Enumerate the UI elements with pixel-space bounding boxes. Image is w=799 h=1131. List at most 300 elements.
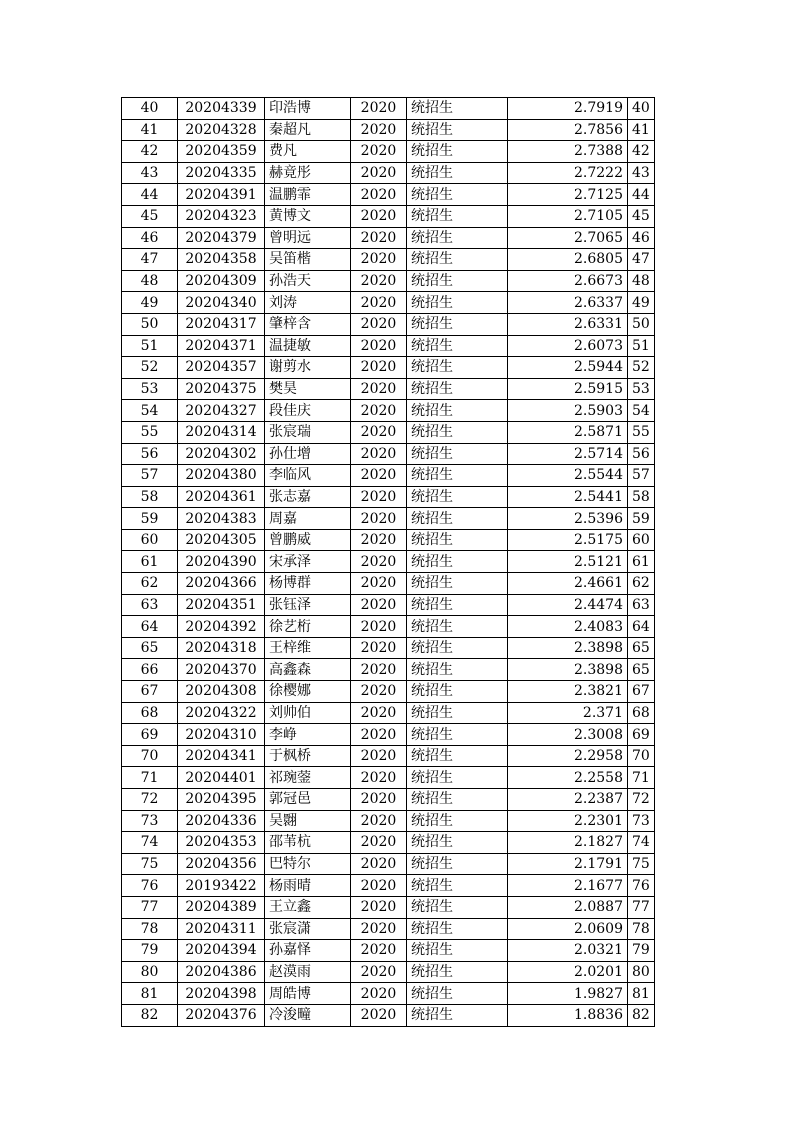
- table-row: [122, 335, 655, 357]
- score-cell: 2.7919: [508, 98, 628, 120]
- score-cell: 2.5396: [508, 508, 628, 530]
- rank-cell: 53: [628, 378, 655, 400]
- admission-type-cell: 统招生: [407, 767, 508, 789]
- student-id-cell: 20204361: [178, 486, 265, 508]
- rank-cell: 55: [628, 421, 655, 443]
- student-name-cell: 郭冠邑: [265, 789, 351, 811]
- rank-cell: 62: [628, 573, 655, 595]
- admission-type-cell: 统招生: [407, 98, 508, 120]
- table-row: [122, 853, 655, 875]
- enrollment-year-cell: 2020: [351, 983, 407, 1005]
- enrollment-year-cell: 2020: [351, 141, 407, 163]
- score-cell: 2.6073: [508, 335, 628, 357]
- admission-type-cell: 统招生: [407, 637, 508, 659]
- admission-type-cell: 统招生: [407, 270, 508, 292]
- table-row: [122, 508, 655, 530]
- row-index-cell: 76: [122, 875, 178, 897]
- enrollment-year-cell: 2020: [351, 465, 407, 487]
- enrollment-year-cell: 2020: [351, 443, 407, 465]
- student-name-cell: 王梓维: [265, 637, 351, 659]
- row-index-cell: 45: [122, 205, 178, 227]
- rank-cell: 54: [628, 400, 655, 422]
- score-cell: 2.4474: [508, 594, 628, 616]
- row-index-cell: 50: [122, 313, 178, 335]
- student-name-cell: 温捷敏: [265, 335, 351, 357]
- enrollment-year-cell: 2020: [351, 357, 407, 379]
- score-cell: 2.2558: [508, 767, 628, 789]
- student-id-cell: 20204302: [178, 443, 265, 465]
- admission-type-cell: 统招生: [407, 357, 508, 379]
- row-index-cell: 47: [122, 249, 178, 271]
- score-cell: 2.6337: [508, 292, 628, 314]
- admission-type-cell: 统招生: [407, 141, 508, 163]
- enrollment-year-cell: 2020: [351, 702, 407, 724]
- rank-cell: 63: [628, 594, 655, 616]
- student-name-cell: 赵漠雨: [265, 961, 351, 983]
- row-index-cell: 41: [122, 119, 178, 141]
- score-cell: 2.2958: [508, 745, 628, 767]
- score-cell: 1.9827: [508, 983, 628, 1005]
- score-cell: 2.6805: [508, 249, 628, 271]
- row-index-cell: 77: [122, 896, 178, 918]
- admission-type-cell: 统招生: [407, 853, 508, 875]
- enrollment-year-cell: 2020: [351, 832, 407, 854]
- row-index-cell: 58: [122, 486, 178, 508]
- row-index-cell: 71: [122, 767, 178, 789]
- admission-type-cell: 统招生: [407, 896, 508, 918]
- row-index-cell: 80: [122, 961, 178, 983]
- rank-cell: 78: [628, 918, 655, 940]
- student-name-cell: 周皓博: [265, 983, 351, 1005]
- table-row: [122, 270, 655, 292]
- rank-cell: 70: [628, 745, 655, 767]
- row-index-cell: 48: [122, 270, 178, 292]
- student-name-cell: 曾鹏威: [265, 529, 351, 551]
- table-row: [122, 141, 655, 163]
- row-index-cell: 63: [122, 594, 178, 616]
- enrollment-year-cell: 2020: [351, 227, 407, 249]
- student-name-cell: 周嘉: [265, 508, 351, 530]
- admission-type-cell: 统招生: [407, 724, 508, 746]
- student-id-cell: 20204309: [178, 270, 265, 292]
- score-cell: 2.5944: [508, 357, 628, 379]
- rank-cell: 75: [628, 853, 655, 875]
- student-name-cell: 祁琬蓥: [265, 767, 351, 789]
- table-row: [122, 896, 655, 918]
- student-id-cell: 20204318: [178, 637, 265, 659]
- admission-type-cell: 统招生: [407, 529, 508, 551]
- rank-cell: 69: [628, 724, 655, 746]
- table-row: [122, 465, 655, 487]
- rank-cell: 44: [628, 184, 655, 206]
- row-index-cell: 82: [122, 1004, 178, 1026]
- admission-type-cell: 统招生: [407, 227, 508, 249]
- rank-cell: 41: [628, 119, 655, 141]
- score-cell: 2.0321: [508, 940, 628, 962]
- enrollment-year-cell: 2020: [351, 853, 407, 875]
- admission-type-cell: 统招生: [407, 292, 508, 314]
- admission-type-cell: 统招生: [407, 789, 508, 811]
- student-name-cell: 吴笛楷: [265, 249, 351, 271]
- rank-cell: 71: [628, 767, 655, 789]
- table-row: [122, 724, 655, 746]
- row-index-cell: 40: [122, 98, 178, 120]
- row-index-cell: 57: [122, 465, 178, 487]
- student-id-cell: 20204341: [178, 745, 265, 767]
- row-index-cell: 70: [122, 745, 178, 767]
- row-index-cell: 68: [122, 702, 178, 724]
- student-name-cell: 杨博群: [265, 573, 351, 595]
- student-name-cell: 黄博文: [265, 205, 351, 227]
- student-name-cell: 樊昊: [265, 378, 351, 400]
- student-name-cell: 李峥: [265, 724, 351, 746]
- student-id-cell: 20204305: [178, 529, 265, 551]
- admission-type-cell: 统招生: [407, 745, 508, 767]
- admission-type-cell: 统招生: [407, 551, 508, 573]
- student-name-cell: 杨雨晴: [265, 875, 351, 897]
- score-cell: 2.3008: [508, 724, 628, 746]
- admission-type-cell: 统招生: [407, 400, 508, 422]
- admission-type-cell: 统招生: [407, 378, 508, 400]
- rank-cell: 42: [628, 141, 655, 163]
- enrollment-year-cell: 2020: [351, 378, 407, 400]
- score-cell: 2.7856: [508, 119, 628, 141]
- enrollment-year-cell: 2020: [351, 659, 407, 681]
- table-row: [122, 119, 655, 141]
- enrollment-year-cell: 2020: [351, 810, 407, 832]
- student-id-cell: 20204394: [178, 940, 265, 962]
- rank-cell: 81: [628, 983, 655, 1005]
- table-row: [122, 400, 655, 422]
- admission-type-cell: 统招生: [407, 443, 508, 465]
- row-index-cell: 61: [122, 551, 178, 573]
- table-row: [122, 832, 655, 854]
- score-cell: 2.3898: [508, 659, 628, 681]
- student-id-cell: 20204386: [178, 961, 265, 983]
- table-row: [122, 983, 655, 1005]
- table-row: [122, 702, 655, 724]
- student-name-cell: 谢剪水: [265, 357, 351, 379]
- student-id-cell: 20204383: [178, 508, 265, 530]
- student-name-cell: 孙浩天: [265, 270, 351, 292]
- admission-type-cell: 统招生: [407, 832, 508, 854]
- student-id-cell: 20204358: [178, 249, 265, 271]
- enrollment-year-cell: 2020: [351, 918, 407, 940]
- score-cell: 2.5441: [508, 486, 628, 508]
- student-id-cell: 20204322: [178, 702, 265, 724]
- rank-cell: 56: [628, 443, 655, 465]
- student-name-cell: 徐樱娜: [265, 681, 351, 703]
- table-row: [122, 616, 655, 638]
- student-id-cell: 20204395: [178, 789, 265, 811]
- student-id-cell: 20204356: [178, 853, 265, 875]
- student-id-cell: 20204359: [178, 141, 265, 163]
- student-name-cell: 费凡: [265, 141, 351, 163]
- table-row: [122, 551, 655, 573]
- student-name-cell: 秦超凡: [265, 119, 351, 141]
- student-id-cell: 20204339: [178, 98, 265, 120]
- rank-cell: 68: [628, 702, 655, 724]
- table-row: [122, 875, 655, 897]
- student-id-cell: 20204310: [178, 724, 265, 746]
- student-name-cell: 孙嘉怿: [265, 940, 351, 962]
- enrollment-year-cell: 2020: [351, 313, 407, 335]
- rank-cell: 52: [628, 357, 655, 379]
- student-name-cell: 张志嘉: [265, 486, 351, 508]
- score-cell: 2.1791: [508, 853, 628, 875]
- student-name-cell: 巴特尔: [265, 853, 351, 875]
- table-row: [122, 313, 655, 335]
- student-id-cell: 20204379: [178, 227, 265, 249]
- row-index-cell: 78: [122, 918, 178, 940]
- table-row: [122, 789, 655, 811]
- student-name-cell: 张宸瑞: [265, 421, 351, 443]
- student-name-cell: 刘涛: [265, 292, 351, 314]
- admission-type-cell: 统招生: [407, 875, 508, 897]
- student-name-cell: 刘帅伯: [265, 702, 351, 724]
- score-cell: 1.8836: [508, 1004, 628, 1026]
- table-row: [122, 98, 655, 120]
- student-name-cell: 段佳庆: [265, 400, 351, 422]
- rank-cell: 67: [628, 681, 655, 703]
- rank-cell: 77: [628, 896, 655, 918]
- table-row: [122, 357, 655, 379]
- student-id-cell: 20204311: [178, 918, 265, 940]
- table-row: [122, 292, 655, 314]
- enrollment-year-cell: 2020: [351, 508, 407, 530]
- row-index-cell: 52: [122, 357, 178, 379]
- rank-cell: 51: [628, 335, 655, 357]
- student-id-cell: 20204308: [178, 681, 265, 703]
- admission-type-cell: 统招生: [407, 1004, 508, 1026]
- score-cell: 2.5871: [508, 421, 628, 443]
- enrollment-year-cell: 2020: [351, 486, 407, 508]
- score-cell: 2.0887: [508, 896, 628, 918]
- rank-cell: 48: [628, 270, 655, 292]
- student-id-cell: 20204357: [178, 357, 265, 379]
- row-index-cell: 66: [122, 659, 178, 681]
- student-id-cell: 20204323: [178, 205, 265, 227]
- row-index-cell: 55: [122, 421, 178, 443]
- score-cell: 2.7105: [508, 205, 628, 227]
- student-name-cell: 张钰泽: [265, 594, 351, 616]
- score-cell: 2.5915: [508, 378, 628, 400]
- rank-cell: 65: [628, 659, 655, 681]
- student-id-cell: 20204370: [178, 659, 265, 681]
- table-row: [122, 940, 655, 962]
- rank-cell: 74: [628, 832, 655, 854]
- table-row: [122, 227, 655, 249]
- row-index-cell: 64: [122, 616, 178, 638]
- rank-cell: 65: [628, 637, 655, 659]
- row-index-cell: 56: [122, 443, 178, 465]
- admission-type-cell: 统招生: [407, 810, 508, 832]
- admission-type-cell: 统招生: [407, 335, 508, 357]
- row-index-cell: 73: [122, 810, 178, 832]
- row-index-cell: 62: [122, 573, 178, 595]
- student-name-cell: 宋承泽: [265, 551, 351, 573]
- student-id-cell: 20204375: [178, 378, 265, 400]
- enrollment-year-cell: 2020: [351, 184, 407, 206]
- score-cell: 2.0201: [508, 961, 628, 983]
- row-index-cell: 69: [122, 724, 178, 746]
- score-cell: 2.7388: [508, 141, 628, 163]
- admission-type-cell: 统招生: [407, 659, 508, 681]
- score-cell: 2.7065: [508, 227, 628, 249]
- table-row: [122, 681, 655, 703]
- table-row: [122, 378, 655, 400]
- score-cell: 2.371: [508, 702, 628, 724]
- rank-cell: 47: [628, 249, 655, 271]
- student-id-cell: 20204391: [178, 184, 265, 206]
- table-row: [122, 184, 655, 206]
- rank-cell: 61: [628, 551, 655, 573]
- score-cell: 2.0609: [508, 918, 628, 940]
- student-name-cell: 徐艺桁: [265, 616, 351, 638]
- student-id-cell: 20204401: [178, 767, 265, 789]
- enrollment-year-cell: 2020: [351, 896, 407, 918]
- enrollment-year-cell: 2020: [351, 767, 407, 789]
- score-cell: 2.3821: [508, 681, 628, 703]
- score-cell: 2.5544: [508, 465, 628, 487]
- score-cell: 2.4661: [508, 573, 628, 595]
- student-id-cell: 20204371: [178, 335, 265, 357]
- row-index-cell: 43: [122, 162, 178, 184]
- rank-cell: 57: [628, 465, 655, 487]
- table-row: [122, 529, 655, 551]
- rank-cell: 58: [628, 486, 655, 508]
- student-id-cell: 20204380: [178, 465, 265, 487]
- enrollment-year-cell: 2020: [351, 940, 407, 962]
- score-cell: 2.5121: [508, 551, 628, 573]
- admission-type-cell: 统招生: [407, 465, 508, 487]
- student-name-cell: 赫竟彤: [265, 162, 351, 184]
- enrollment-year-cell: 2020: [351, 400, 407, 422]
- enrollment-year-cell: 2020: [351, 961, 407, 983]
- enrollment-year-cell: 2020: [351, 205, 407, 227]
- student-id-cell: 20204353: [178, 832, 265, 854]
- student-id-cell: 20204376: [178, 1004, 265, 1026]
- enrollment-year-cell: 2020: [351, 529, 407, 551]
- score-cell: 2.7125: [508, 184, 628, 206]
- row-index-cell: 81: [122, 983, 178, 1005]
- enrollment-year-cell: 2020: [351, 1004, 407, 1026]
- admission-type-cell: 统招生: [407, 162, 508, 184]
- admission-type-cell: 统招生: [407, 594, 508, 616]
- student-id-cell: 20204398: [178, 983, 265, 1005]
- row-index-cell: 54: [122, 400, 178, 422]
- admission-type-cell: 统招生: [407, 702, 508, 724]
- score-cell: 2.3898: [508, 637, 628, 659]
- student-id-cell: 20204390: [178, 551, 265, 573]
- row-index-cell: 72: [122, 789, 178, 811]
- table-row: [122, 205, 655, 227]
- admission-type-cell: 统招生: [407, 119, 508, 141]
- table-row: [122, 486, 655, 508]
- student-id-cell: 20204314: [178, 421, 265, 443]
- enrollment-year-cell: 2020: [351, 98, 407, 120]
- enrollment-year-cell: 2020: [351, 249, 407, 271]
- admission-type-cell: 统招生: [407, 616, 508, 638]
- rank-cell: 43: [628, 162, 655, 184]
- rank-cell: 82: [628, 1004, 655, 1026]
- row-index-cell: 51: [122, 335, 178, 357]
- student-name-cell: 孙仕增: [265, 443, 351, 465]
- enrollment-year-cell: 2020: [351, 573, 407, 595]
- score-cell: 2.4083: [508, 616, 628, 638]
- student-id-cell: 20204327: [178, 400, 265, 422]
- enrollment-year-cell: 2020: [351, 551, 407, 573]
- table-row: [122, 249, 655, 271]
- score-cell: 2.7222: [508, 162, 628, 184]
- enrollment-year-cell: 2020: [351, 745, 407, 767]
- student-name-cell: 邵苇杭: [265, 832, 351, 854]
- rank-cell: 79: [628, 940, 655, 962]
- student-id-cell: 20204392: [178, 616, 265, 638]
- enrollment-year-cell: 2020: [351, 292, 407, 314]
- student-id-cell: 20193422: [178, 875, 265, 897]
- score-cell: 2.1827: [508, 832, 628, 854]
- table-row: [122, 961, 655, 983]
- row-index-cell: 44: [122, 184, 178, 206]
- score-cell: 2.2301: [508, 810, 628, 832]
- row-index-cell: 46: [122, 227, 178, 249]
- rank-cell: 60: [628, 529, 655, 551]
- table-row: [122, 767, 655, 789]
- rank-cell: 59: [628, 508, 655, 530]
- enrollment-year-cell: 2020: [351, 789, 407, 811]
- table-row: [122, 1004, 655, 1026]
- enrollment-year-cell: 2020: [351, 119, 407, 141]
- admission-type-cell: 统招生: [407, 940, 508, 962]
- rank-cell: 46: [628, 227, 655, 249]
- student-name-cell: 王立鑫: [265, 896, 351, 918]
- score-cell: 2.1677: [508, 875, 628, 897]
- student-id-cell: 20204317: [178, 313, 265, 335]
- row-index-cell: 53: [122, 378, 178, 400]
- row-index-cell: 59: [122, 508, 178, 530]
- row-index-cell: 79: [122, 940, 178, 962]
- student-id-cell: 20204336: [178, 810, 265, 832]
- row-index-cell: 42: [122, 141, 178, 163]
- score-cell: 2.5903: [508, 400, 628, 422]
- table-row: [122, 443, 655, 465]
- score-cell: 2.5175: [508, 529, 628, 551]
- rank-cell: 40: [628, 98, 655, 120]
- student-id-cell: 20204351: [178, 594, 265, 616]
- admission-type-cell: 统招生: [407, 508, 508, 530]
- student-name-cell: 温鹏霏: [265, 184, 351, 206]
- enrollment-year-cell: 2020: [351, 270, 407, 292]
- student-name-cell: 李临风: [265, 465, 351, 487]
- admission-type-cell: 统招生: [407, 918, 508, 940]
- student-name-cell: 曾明远: [265, 227, 351, 249]
- table-row: [122, 745, 655, 767]
- table-row: [122, 637, 655, 659]
- student-id-cell: 20204335: [178, 162, 265, 184]
- enrollment-year-cell: 2020: [351, 162, 407, 184]
- rank-cell: 50: [628, 313, 655, 335]
- row-index-cell: 67: [122, 681, 178, 703]
- table-row: [122, 162, 655, 184]
- row-index-cell: 74: [122, 832, 178, 854]
- student-id-cell: 20204389: [178, 896, 265, 918]
- table-row: [122, 573, 655, 595]
- admission-type-cell: 统招生: [407, 961, 508, 983]
- row-index-cell: 65: [122, 637, 178, 659]
- student-name-cell: 吴翾: [265, 810, 351, 832]
- ranking-table: [121, 97, 655, 1027]
